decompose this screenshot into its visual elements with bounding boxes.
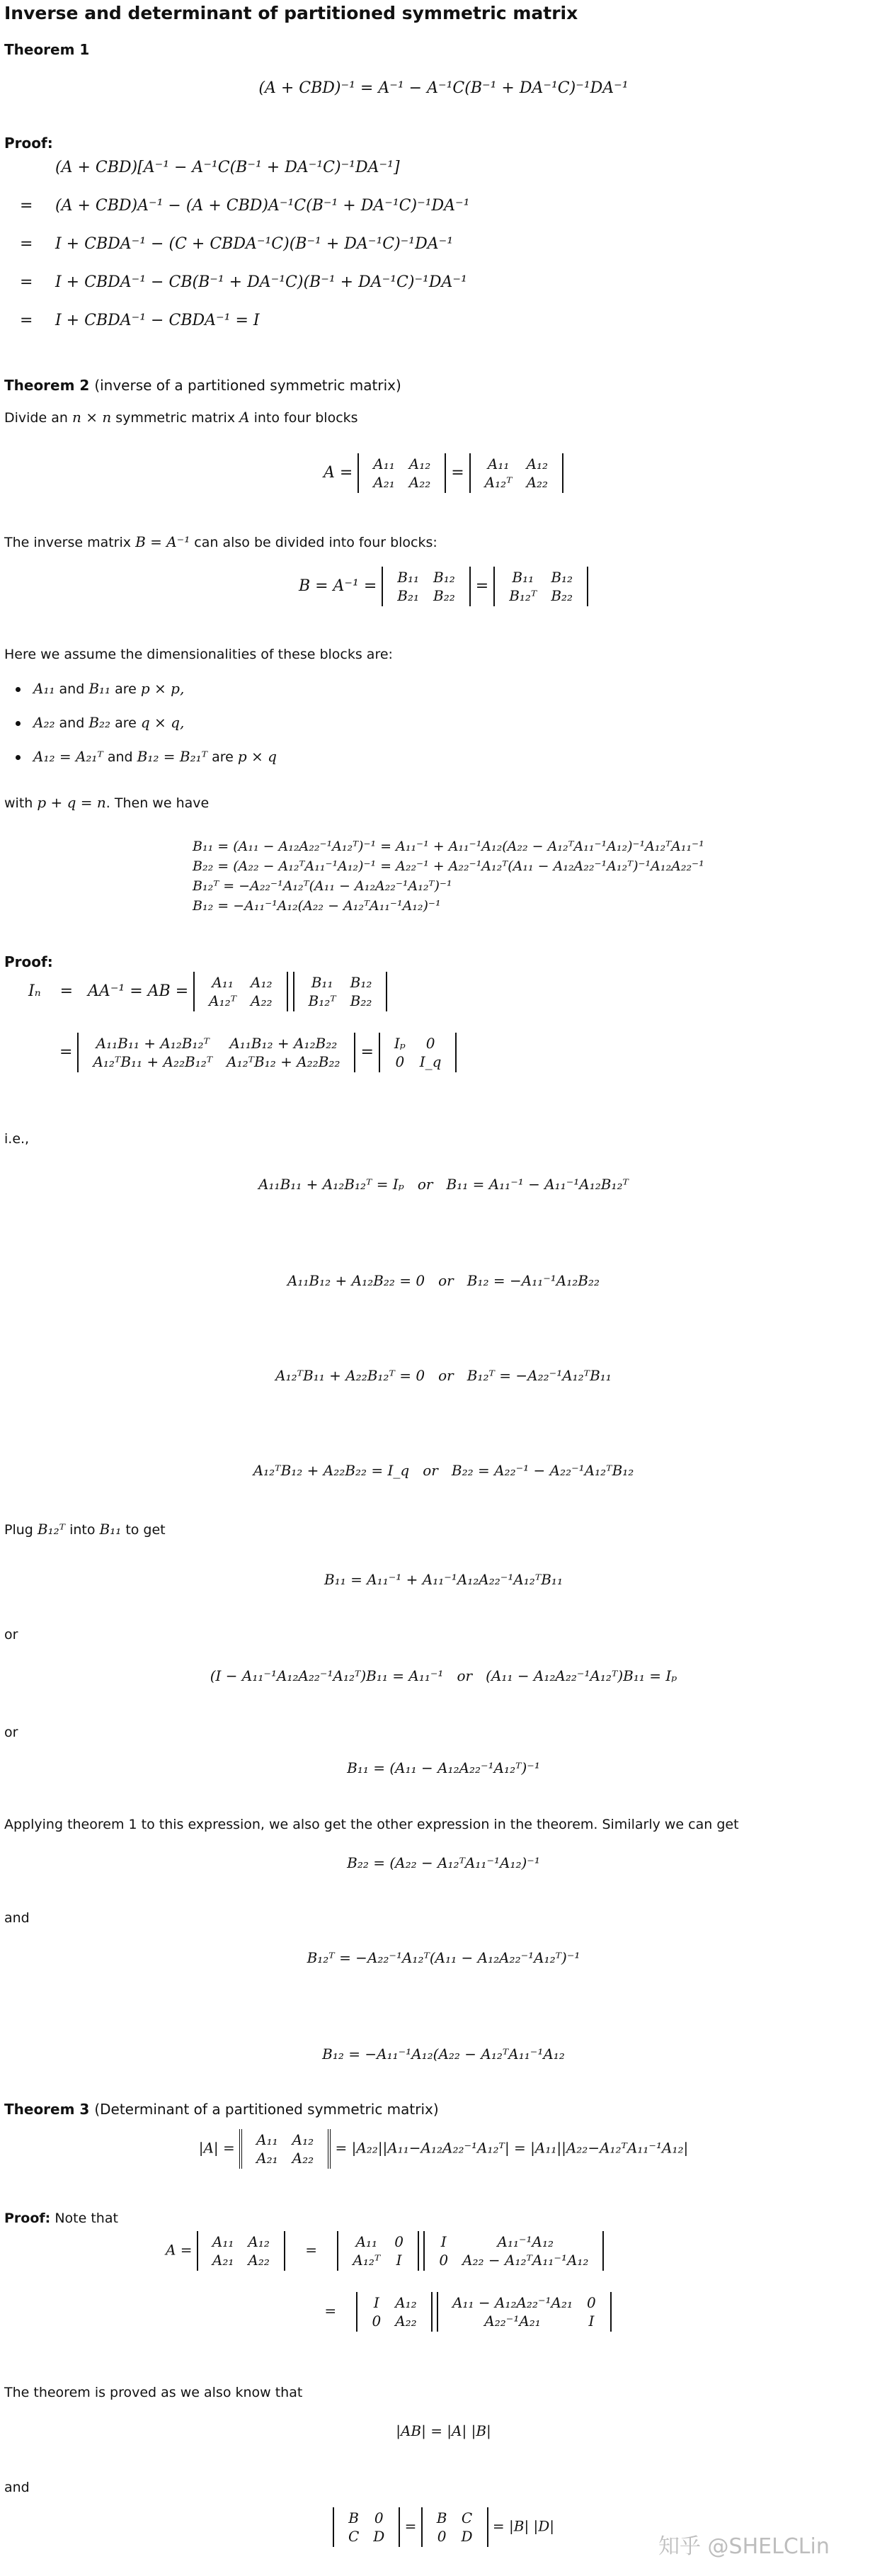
matrix-a-partition: A = A₁₁ A₁₂ A₂₁ A₂₂ = A₁₁ A₁₂ A₁₂ᵀ A₂₂ (0, 453, 887, 493)
proof-1-line-4: = I + CBDA⁻¹ − CB(B⁻¹ + DA⁻¹C)(B⁻¹ + DA⁻¹C)⁻¹DA⁻¹ (20, 273, 467, 291)
equation-b12: B₁₂ = −A₁₁⁻¹A₁₂(A₂₂ − A₁₂ᵀA₁₁⁻¹A₁₂ (322, 2046, 565, 2062)
or-label-1: or (4, 1627, 18, 1642)
and-label-1: and (4, 1910, 30, 1926)
theorem-3-proof-line: Proof: Note that (4, 2211, 118, 2226)
equation-b22: B₂₂ = (A₂₂ − A₁₂ᵀA₁₁⁻¹A₁₂)⁻¹ (347, 1854, 540, 1871)
factor-matrix-upper-2: I A₁₂ 0 A₂₂ (356, 2292, 432, 2332)
matrix-a-blocks: A₁₁ A₁₂ A₂₁ A₂₂ (357, 453, 446, 493)
matrix-a-symmetric-blocks: A₁₁ A₁₂ A₁₂ᵀ A₂₂ (469, 453, 563, 493)
factor-matrix-lower: A₁₁ 0 A₁₂ᵀ I (337, 2231, 419, 2271)
result-b22: B₂₂ = (A₂₂ − A₁₂ᵀA₁₁⁻¹A₁₂)⁻¹ = A₂₂⁻¹ + A₂₂⁻¹A₁₂ᵀ(A₁₁ − A₁₂A₂₂⁻¹A₁₂ᵀ)⁻¹A₁₂A₂₂⁻¹ (193, 858, 704, 874)
dimensions-intro: Here we assume the dimensionalities of these blocks are: (4, 647, 393, 662)
system-eq-2: A₁₁B₁₂ + A₁₂B₂₂ = 0 or B₁₂ = −A₁₁⁻¹A₁₂B₂₂ (287, 1272, 600, 1289)
page-title: Inverse and determinant of partitioned symmetric matrix (4, 3, 578, 23)
dimension-bullet-2: A₂₂ and B₂₂ are q × q, (16, 714, 184, 731)
matrix-b-blocks: B₁₁ B₁₂ B₂₁ B₂₂ (382, 567, 470, 606)
or-equation-1: (I − A₁₁⁻¹A₁₂A₂₂⁻¹A₁₂ᵀ)B₁₁ = A₁₁⁻¹ or (A₁₁ − A₁₂A₂₂⁻¹A₁₂ᵀ)B₁₁ = Iₚ (210, 1667, 677, 1684)
inverse-intro: The inverse matrix B = A⁻¹ can also be divided into four blocks: (4, 533, 437, 550)
factorization-line-1: A = A₁₁ A₁₂ A₂₁ A₂₂ = A₁₁ 0 A₁₂ᵀ I I A₁₁⁻¹A₁₂ 0 A₂₂ − A₁₂ᵀA₁₁⁻¹A₁₂ (166, 2231, 604, 2271)
determinant-matrix: A₁₁ A₁₂ A₂₁ A₂₂ (239, 2129, 331, 2169)
proof-1-line-1: (A + CBD)[A⁻¹ − A⁻¹C(B⁻¹ + DA⁻¹C)⁻¹DA⁻¹] (55, 159, 400, 176)
proved-sentence: The theorem is proved as we also know that (4, 2385, 303, 2400)
equation-det-product: |AB| = |A| |B| (396, 2422, 491, 2439)
dimension-bullet-3: A₁₂ = A₂₁ᵀ and B₁₂ = B₂₁ᵀ are p × q (16, 748, 277, 765)
plug-sentence: Plug B₁₂ᵀ into B₁₁ to get (4, 1521, 166, 1538)
author-handle: @SHELCLin (707, 2534, 830, 2559)
theorem-3-heading: Theorem 3 (Determinant of a partitioned symmetric matrix) (4, 2101, 439, 2118)
dimension-bullet-1: A₁₁ and B₁₁ are p × p, (16, 680, 184, 697)
proof-1-line-5: = I + CBDA⁻¹ − CBDA⁻¹ = I (20, 312, 260, 329)
matrix-b-symmetric-blocks: B₁₁ B₁₂ B₁₂ᵀ B₂₂ (493, 567, 588, 606)
det-lower-matrix: B 0 C D (333, 2507, 400, 2547)
system-eq-3: A₁₂ᵀB₁₁ + A₂₂B₁₂ᵀ = 0 or B₁₂ᵀ = −A₂₂⁻¹A₁₂ᵀB₁₁ (275, 1367, 612, 1384)
factor-matrix-lower-2: A₁₁ − A₁₂A₂₂⁻¹A₂₁ 0 A₂₂⁻¹A₂₁ I (437, 2292, 612, 2332)
proof-2-matrix-b: B₁₁ B₁₂ B₁₂ᵀ B₂₂ (293, 972, 388, 1011)
ie-label: i.e., (4, 1131, 30, 1147)
applying-sentence: Applying theorem 1 to this expression, we also get the other expression in the theorem. Similarly we can get (4, 1817, 739, 1832)
proof-2-product-matrix: A₁₁B₁₁ + A₁₂B₁₂ᵀ A₁₁B₁₂ + A₁₂B₂₂ A₁₂ᵀB₁₁ + A₂₂B₁₂ᵀ A₁₂ᵀB₁₂ + A₂₂B₂₂ (77, 1033, 355, 1072)
result-b12t: B₁₂ᵀ = −A₂₂⁻¹A₁₂ᵀ(A₁₁ − A₁₂A₂₂⁻¹A₁₂ᵀ)⁻¹ (193, 878, 452, 894)
factor-matrix-a: A₁₁ A₁₂ A₂₁ A₂₂ (197, 2231, 285, 2271)
plug-equation: B₁₁ = A₁₁⁻¹ + A₁₁⁻¹A₁₂A₂₂⁻¹A₁₂ᵀB₁₁ (324, 1571, 563, 1588)
theorem-1-equation: (A + CBD)⁻¹ = A⁻¹ − A⁻¹C(B⁻¹ + DA⁻¹C)⁻¹DA⁻¹ (258, 79, 629, 97)
and-label-2: and (4, 2480, 30, 2495)
system-eq-1: A₁₁B₁₁ + A₁₂B₁₂ᵀ = Iₚ or B₁₁ = A₁₁⁻¹ − A₁₁⁻¹A₁₂B₁₂ᵀ (258, 1176, 629, 1193)
proof-2-matrix-a: A₁₁ A₁₂ A₁₂ᵀ A₂₂ (193, 972, 287, 1011)
matrix-b-partition: B = A⁻¹ = B₁₁ B₁₂ B₂₁ B₂₂ = B₁₁ B₁₂ B₁₂ᵀ B₂₂ (0, 567, 887, 606)
zhihu-watermark (658, 2529, 830, 2560)
theorem-2-heading: Theorem 2 (inverse of a partitioned symmetric matrix) (4, 377, 401, 394)
factor-matrix-upper: I A₁₁⁻¹A₁₂ 0 A₂₂ − A₁₂ᵀA₁₁⁻¹A₁₂ (423, 2231, 604, 2271)
proof-2-line-2: = A₁₁B₁₁ + A₁₂B₁₂ᵀ A₁₁B₁₂ + A₁₂B₂₂ A₁₂ᵀB₁₁ + A₂₂B₁₂ᵀ A₁₂ᵀB₁₂ + A₂₂B₂₂ = Iₚ 0 0 I_q (28, 1033, 457, 1072)
with-condition: with p + q = n. Then we have (4, 794, 210, 811)
or-label-2: or (4, 1725, 18, 1740)
factorization-line-2: = I A₁₂ 0 A₂₂ A₁₁ − A₁₂A₂₂⁻¹A₂₁ 0 A₂₂⁻¹A₂₁ I (166, 2292, 612, 2332)
or-equation-2: B₁₁ = (A₁₁ − A₁₂A₂₂⁻¹A₁₂ᵀ)⁻¹ (347, 1759, 540, 1776)
theorem-2-proof-label: Proof: (4, 953, 53, 970)
result-b12: B₁₂ = −A₁₁⁻¹A₁₂(A₂₂ − A₁₂ᵀA₁₁⁻¹A₁₂)⁻¹ (193, 898, 441, 914)
proof-1-line-3: = I + CBDA⁻¹ − (C + CBDA⁻¹C)(B⁻¹ + DA⁻¹C)⁻¹DA⁻¹ (20, 235, 454, 253)
theorem-1-proof-label: Proof: (4, 135, 53, 152)
system-eq-4: A₁₂ᵀB₁₂ + A₂₂B₂₂ = I_q or B₂₂ = A₂₂⁻¹ − A₂₂⁻¹A₁₂ᵀB₁₂ (253, 1462, 634, 1479)
determinant-equation: |A| = A₁₁ A₁₂ A₂₁ A₂₂ = |A₂₂||A₁₁−A₁₂A₂₂⁻¹A₁₂ᵀ| = |A₁₁||A₂₂−A₁₂ᵀA₁₁⁻¹A₁₂| (0, 2129, 887, 2169)
proof-2-identity-matrix: Iₚ 0 0 I_q (379, 1033, 457, 1072)
block-triangular-determinant: B 0 C D = B C 0 D = |B| |D| (0, 2507, 887, 2547)
equation-b12t: B₁₂ᵀ = −A₂₂⁻¹A₁₂ᵀ(A₁₁ − A₁₂A₂₂⁻¹A₁₂ᵀ)⁻¹ (307, 1949, 580, 1966)
proof-2-line-1: Iₙ = AA⁻¹ = AB = A₁₁ A₁₂ A₁₂ᵀ A₂₂ B₁₁ B₁₂ B₁₂ᵀ B₂₂ (28, 972, 387, 1011)
theorem-2-intro: Divide an n × n symmetric matrix A into four blocks (4, 409, 358, 426)
result-b11: B₁₁ = (A₁₁ − A₁₂A₂₂⁻¹A₁₂ᵀ)⁻¹ = A₁₁⁻¹ + A₁₁⁻¹A₁₂(A₂₂ − A₁₂ᵀA₁₁⁻¹A₁₂)⁻¹A₁₂ᵀA₁₁⁻¹ (193, 839, 704, 854)
det-upper-matrix: B C 0 D (421, 2507, 488, 2547)
theorem-1-heading: Theorem 1 (4, 41, 90, 58)
proof-1-line-2: = (A + CBD)A⁻¹ − (A + CBD)A⁻¹C(B⁻¹ + DA⁻¹C)⁻¹DA⁻¹ (20, 197, 470, 215)
zhihu-brand-text: 知乎 (658, 2534, 701, 2559)
